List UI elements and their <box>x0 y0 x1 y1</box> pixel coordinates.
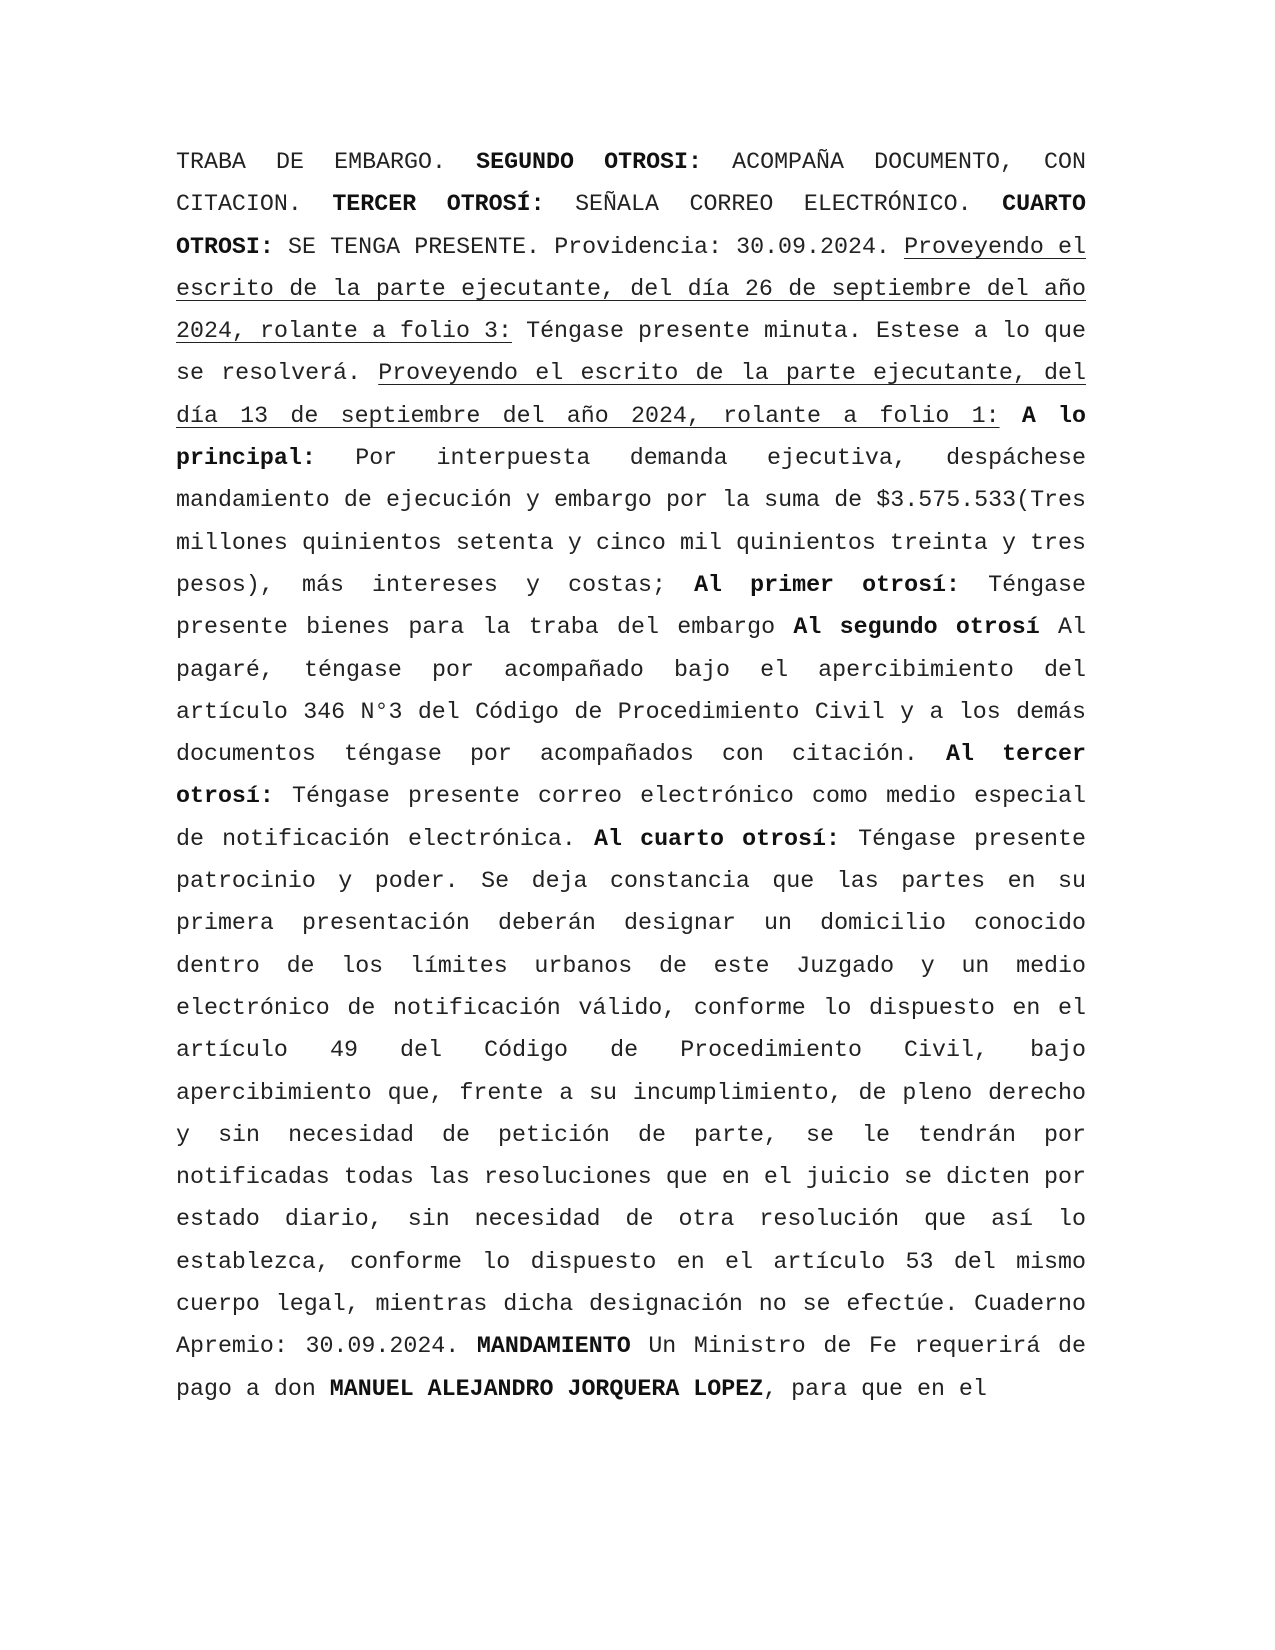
underlined-reference-folio-1: Proveyendo el escrito de la parte ejecutante, del día 13 de septiembre del año 2024, rolante a folio 1: <box>176 360 1086 429</box>
underlined-reference-folio-3: Proveyendo el escrito de la parte ejecutante, del día 26 de septiembre del año 2024, rolante a folio 3: <box>176 233 1087 345</box>
bold-heading-a-lo-principal: A lo principal: <box>176 402 1087 472</box>
bold-heading-mandamiento: MANDAMIENTO <box>476 1333 631 1360</box>
bold-heading-segundo-otrosi: SEGUNDO OTROSI: <box>476 149 702 175</box>
bold-heading-tercer-otrosi: TERCER OTROSÍ: <box>332 191 545 218</box>
text-segment: ACOMPAÑA DOCUMENTO, CON CITACION. <box>176 149 1086 218</box>
text-segment: SEÑALA CORREO ELECTRÓNICO. <box>544 191 1003 218</box>
bold-heading-cuarto-otrosi: CUARTO OTROSI: <box>176 191 1086 260</box>
text-segment: Al pagaré, téngase por acompañado bajo el apercibimiento del artículo 346 N°3 del Código de Procedimiento Civil y a los demás documentos téngase por acompañados con citación. <box>176 614 1086 768</box>
document-body-text <box>176 141 1086 1410</box>
text-segment <box>1000 403 1022 429</box>
text-segment: , para que en el <box>763 1375 987 1402</box>
bold-heading-al-segundo-otrosi: Al segundo otrosí <box>793 614 1040 641</box>
text-segment: Téngase presente minuta. Estese a lo que se resolverá. <box>176 318 1087 387</box>
text-segment: Un Ministro de Fe requerirá de pago a don <box>176 1333 1086 1402</box>
bold-heading-al-tercer-otrosi: Al tercer otrosí: <box>176 741 1087 810</box>
text-segment: TRABA DE EMBARGO. <box>176 149 477 175</box>
text-segment: Téngase presente bienes para la traba del embargo <box>176 571 1087 641</box>
text-segment: SE TENGA PRESENTE. Providencia: 30.09.2024. <box>273 233 905 260</box>
text-segment: Téngase presente patrocinio y poder. Se deja constancia que las partes en su primera presentación deberán designar un domicilio conocido dentro de los límites urbanos de este Juzgado y un medio electrónico de notificación válido, conforme lo dispuesto en el artículo 49 del Código de Procedimiento Civil, bajo apercibimiento que, frente a su incumplimiento, de pleno derecho y sin necesidad de petición de parte, se le tendrán por notificadas todas las resoluciones que en el juicio se dicten por estado diario, sin necesidad de otra resolución que así lo establezca, conforme lo dispuesto en el artículo 53 del mismo cuerpo legal, mientras dicha designación no se efectúe. Cuaderno Apremio: 30.09.2024. <box>176 825 1086 1360</box>
bold-party-name: MANUEL ALEJANDRO JORQUERA LOPEZ <box>329 1375 764 1402</box>
text-segment: Por interpuesta demanda ejecutiva, despáchese mandamiento de ejecución y embargo por la suma de $3.575.533(Tres millones quinientos setenta y cinco mil quinientos treinta y tres pesos), más intereses y costas; <box>176 445 1086 598</box>
bold-heading-al-cuarto-otrosi: Al cuarto otrosí: <box>593 825 840 852</box>
bold-heading-al-primer-otrosi: Al primer otrosí: <box>694 571 961 598</box>
text-segment: Téngase presente correo electrónico como medio especial de notificación electrónica. <box>176 783 1086 852</box>
